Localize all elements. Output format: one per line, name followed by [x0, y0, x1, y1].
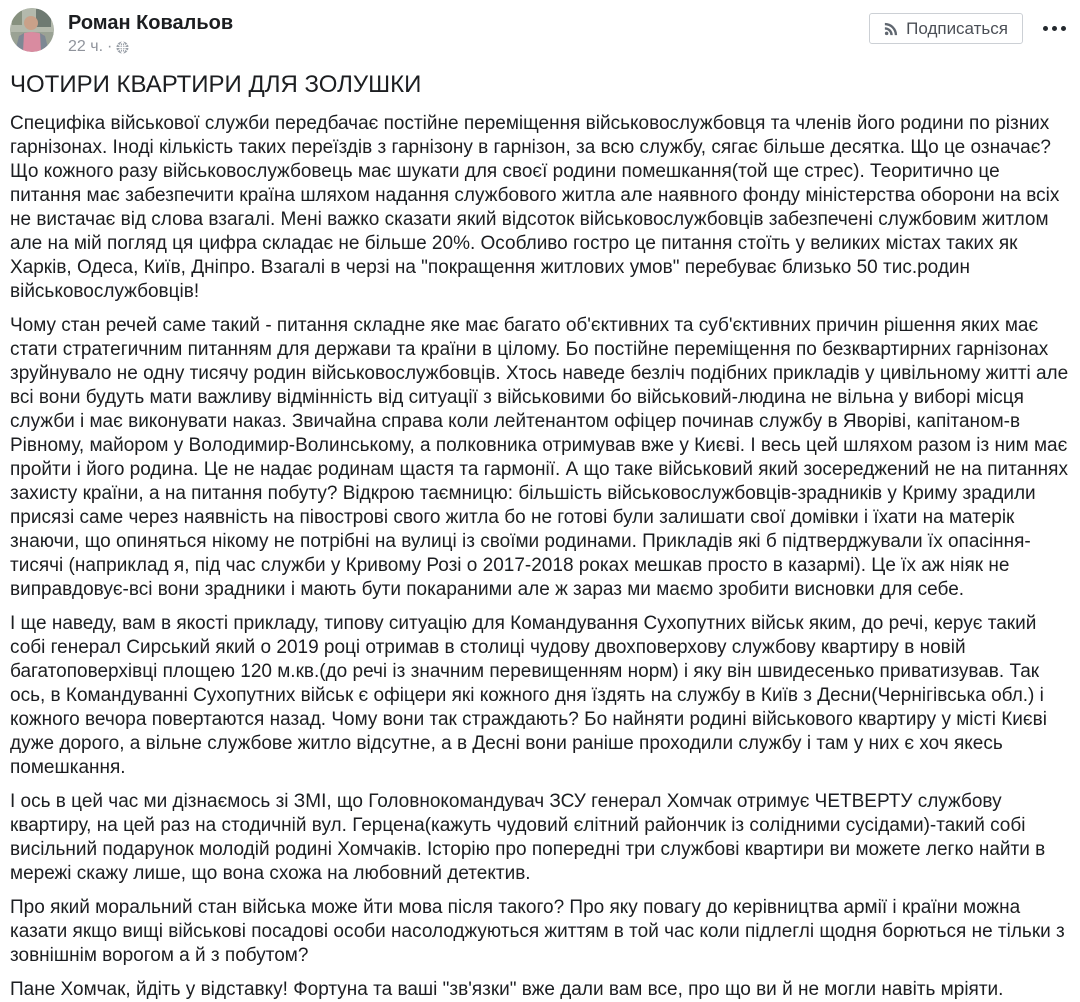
post-paragraph-5: Про який моральний стан війська може йти мова після такого? Про яку повагу до керівництва армії і країни можна казати якщо вищі військові посадові особи насолоджуються життям в той час коли підлеглі щодня борються не тільки з зовнішнім ворогом а й з побутом? — [10, 897, 1065, 966]
post-paragraph-4: І ось в цей час ми дізнаємось зі ЗМІ, що Головнокомандувач ЗСУ генерал Хомчак отримує ЧЕТВЕРТУ службову квартиру, на цей раз на стодичній вул. Герцена(кажуть чудовий єлітний райончик із солідними сусідами)-такий собі висільний подарунок молодій родині Хомчаків. Історію про попередні три службові квартири ви можете легко найти в мережі скажу лише, що вона схожа на любовний детектив. — [10, 791, 1046, 884]
meta-separator: · — [107, 38, 113, 55]
timestamp[interactable]: 22 ч. — [68, 38, 104, 55]
follow-button-label: Подписаться — [906, 19, 1008, 38]
post-header-info — [68, 8, 869, 56]
post-paragraph-1: Специфіка військової служби передбачає постійне переміщення військовослужбовця та членів його родини по різних гарнізонах. Іноді кількість таких переїздів з гарнізону в гарнізон, за всю службу, сягає більше десятка. Що це означає? Що кожного разу військовослужбовець має шукати для своєї родини помешкання(той ще стрес). Теоритично це питання має забезпечити країна шляхом надання службового житла але наявного фонду міністерства оборони на всіх не вистачає від слова взагалі. Мені важко сказати який відсоток військовослужбовців забезпечені службовим житлом але на мій погляд ця цифра складає не більше 20%. Особливо гостро це питання стоїть у великих містах таких як Харків, Одеса, Київ, Дніпро. Взагалі в черзі на "покращення житлових умов" перебуває близько 50 тис.родин військовослужбовців! — [10, 113, 1060, 302]
post-header — [10, 8, 1070, 56]
follow-button[interactable] — [869, 13, 1023, 44]
post-paragraph-3: І ще наведу, вам в якості прикладу, типову ситуацію для Командування Сухопутних військ яким, до речі, керує такий собі генерал Сирський який о 2019 році отримав в столиці чудову двохповерхову службову квартиру в новій багатоповерхівці площею 120 м.кв.(до речі із значним перевищенням норм) і яку він швидесенько приватизував. Так ось, в Командуванні Сухопутних військ є офіцери які кожного дня їздять на службу в Київ з Десни(Чернігівська обл.) і кожного вечора повертаются назад. Чому вони так страждають? Бо найняти родині військового квартиру у місті Києві дуже дорого, а вільне службове житло відсутне, а в Десні вони раніше проходили службу і там у них є хоч якесь помешкання. — [10, 613, 1047, 778]
rss-icon — [884, 22, 898, 36]
post-paragraph-2: Чому стан речей саме такий - питання складне яке має багато об'єктивних та суб'єктивних причин рішення яких має стати стратегичним питанням для держави та країни в цілому. Бо постійне переміщення по безквартирних гарнізонах зруйнувало не одну тисячу родин військовослужбовців. Хтось наведе безліч подібних прикладів у цивільному житті але всі вони будуть мати важливу відмінність від ситуації з військовими бо військовий-людина не вільна у виборі місця служби і має виконувати наказ. Звичайна справа коли лейтенантом офіцер починав службу в Яворіві, капітаном-в Рівному, майором у Володимир-Волинському, а полковника отримував вже у Києві. І весь цей шляхом разом із ним має пройти і його родина. Це не надає родинам щастя та гармонії. А що таке військовий який зосереджений не на питаннях захисту країни, а на питання побуту? Відкрою таємницю: більшість військовослужбовців-зрадників у Криму зрадили присязі саме через наявність на півострові свого житла бо не готові були залишати свої домівки і їхати на матерік знаючи, що опиняться нікому не потрібні на вулиці із своїми родинами. Прикладів які б підтверджували їх опасіння-тисячі (наприклад я, під час служби у Кривому Розі о 2017-2018 роках мешкав просто в казармі). Це їх аж ніяк не виправдовує-всі вони зрадники і мають бути покараними але ж зараз ми маємо зробити висновки для себе. — [10, 315, 1069, 600]
post-meta — [68, 38, 869, 56]
more-options-button[interactable] — [1039, 20, 1070, 37]
post-paragraph-6: Пане Хомчак, йдіть у відставку! Фортуна та ваші "зв'язки" вже дали вам все, про що ви й не могли навіть мріяти. — [10, 979, 1004, 1000]
post-title: ЧОТИРИ КВАРТИРИ ДЛЯ ЗОЛУШКИ — [10, 71, 422, 98]
post-body — [10, 70, 1070, 1002]
author-name[interactable]: Роман Ковальов — [68, 12, 234, 34]
globe-icon — [116, 41, 129, 54]
avatar-photo — [10, 8, 54, 52]
ellipsis-icon — [1043, 26, 1066, 31]
avatar[interactable] — [10, 8, 54, 52]
post-header-actions — [869, 8, 1070, 44]
